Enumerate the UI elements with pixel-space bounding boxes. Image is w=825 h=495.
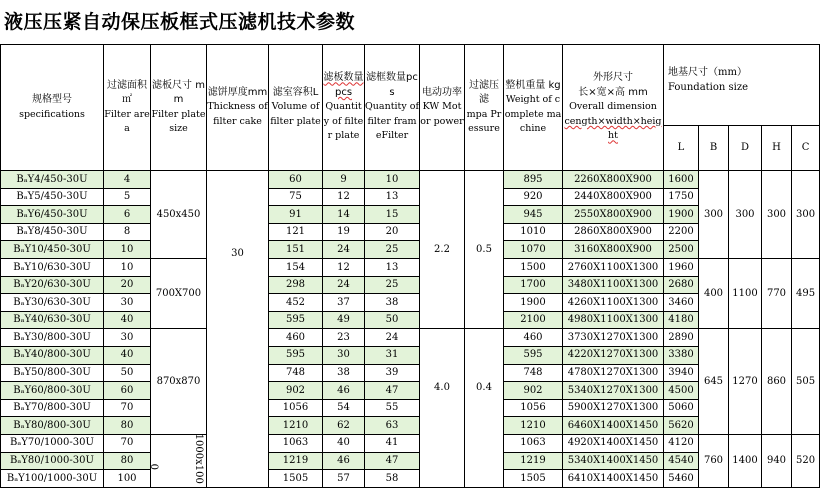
plate-size-cell: 700X700 (151, 258, 207, 328)
overall-dimension-cell: 3480X1100X1300 (563, 276, 664, 294)
table-row (1, 417, 820, 435)
volume-cell: 460 (269, 329, 323, 347)
header-weight: 整机重量 kg Weight of complete machine (504, 45, 563, 171)
model-cell: BₐY80/800-30U (1, 417, 104, 435)
header-foundation-H: H (762, 126, 792, 171)
model-cell: BₐY20/630-30U (1, 276, 104, 294)
foundation-C-cell: 505 (792, 329, 820, 435)
foundation-C-cell: 520 (792, 434, 820, 487)
header-foundation-L: L (664, 126, 699, 171)
weight-cell: 460 (504, 329, 563, 347)
frame-quantity-cell: 38 (365, 294, 420, 312)
table-row (1, 171, 820, 189)
overall-dimension-cell: 4780X1270X1300 (563, 364, 664, 382)
table-row (1, 364, 820, 382)
plate-quantity-cell: 30 (323, 346, 365, 364)
plate-quantity-cell: 46 (323, 382, 365, 400)
frame-quantity-cell: 58 (365, 470, 420, 488)
table-row (1, 329, 820, 347)
header-foundation-size: 地基尺寸（mm） Foundation size (664, 45, 820, 126)
header-plate-quantity: 滤板数量pcs Quantity of filter plate (323, 45, 365, 171)
volume-cell: 1505 (269, 470, 323, 488)
plate-quantity-cell: 54 (323, 399, 365, 417)
plate-quantity-cell: 38 (323, 364, 365, 382)
header-frame-quantity: 滤框数量pcs Quantity of filter frameFilter (365, 45, 420, 171)
table-row (1, 206, 820, 224)
foundation-H-cell: 940 (762, 434, 792, 487)
filter-area-cell: 40 (104, 346, 151, 364)
header-model: 规格型号 specifications (1, 45, 104, 171)
weight-cell: 1210 (504, 417, 563, 435)
header-foundation-D: D (729, 126, 762, 171)
overall-dimension-cell: 4220X1270X1300 (563, 346, 664, 364)
foundation-D-cell: 1100 (729, 258, 762, 328)
foundation-B-cell: 300 (699, 171, 729, 259)
plate-quantity-cell: 12 (323, 258, 365, 276)
overall-dimension-cell: 4920X1400X1450 (563, 434, 664, 452)
overall-dimension-cell: 5900X1270X1300 (563, 399, 664, 417)
page-title: 液压压紧自动保压板框式压滤机技术参数 (4, 11, 356, 33)
model-cell: BₐY4/450-30U (1, 171, 104, 189)
volume-cell: 121 (269, 223, 323, 241)
overall-dimension-cell: 6410X1400X1450 (563, 470, 664, 488)
filter-area-cell: 5 (104, 188, 151, 206)
foundation-B-cell: 645 (699, 329, 729, 435)
motor-power-cell: 4.0 (420, 329, 465, 487)
weight-cell: 1063 (504, 434, 563, 452)
volume-cell: 151 (269, 241, 323, 259)
header-overall-dimension: 外形尺寸 长×宽×高 mm Overall dimension cength×width×height (563, 45, 664, 171)
plate-quantity-cell: 57 (323, 470, 365, 488)
pressure-cell: 0.4 (465, 329, 504, 487)
model-cell: BₐY100/1000-30U (1, 470, 104, 488)
overall-dimension-cell: 2440X800X900 (563, 188, 664, 206)
plate-quantity-cell: 40 (323, 434, 365, 452)
weight-cell: 1900 (504, 294, 563, 312)
filter-area-cell: 20 (104, 276, 151, 294)
filter-area-cell: 4 (104, 171, 151, 189)
model-cell: BₐY70/1000-30U (1, 434, 104, 452)
table-row (1, 346, 820, 364)
header-motor-power: 电动功率 KW Motor power (420, 45, 465, 171)
frame-quantity-cell: 39 (365, 364, 420, 382)
overall-dimension-cell: 5340X1270X1300 (563, 382, 664, 400)
weight-cell: 895 (504, 171, 563, 189)
overall-dimension-cell: 3160X800X900 (563, 241, 664, 259)
volume-cell: 1056 (269, 399, 323, 417)
plate-quantity-cell: 19 (323, 223, 365, 241)
foundation-L-cell: 5060 (664, 399, 699, 417)
frame-quantity-cell: 20 (365, 223, 420, 241)
frame-quantity-cell: 25 (365, 241, 420, 259)
header-area: 过滤面积㎡ Filter area (104, 45, 151, 171)
weight-cell: 1219 (504, 452, 563, 470)
weight-cell: 1500 (504, 258, 563, 276)
foundation-D-cell: 300 (729, 171, 762, 259)
plate-size-cell: 450x450 (151, 171, 207, 259)
plate-quantity-cell: 23 (323, 329, 365, 347)
foundation-H-cell: 300 (762, 171, 792, 259)
volume-cell: 1210 (269, 417, 323, 435)
model-cell: BₐY6/450-30U (1, 206, 104, 224)
model-cell: BₐY70/800-30U (1, 399, 104, 417)
plate-size-cell (147, 433, 207, 487)
volume-cell: 595 (269, 346, 323, 364)
overall-dimension-cell: 6460X1400X1450 (563, 417, 664, 435)
weight-cell: 1056 (504, 399, 563, 417)
filter-area-cell: 10 (104, 258, 151, 276)
foundation-D-cell: 1400 (729, 434, 762, 487)
table-row (1, 399, 820, 417)
foundation-L-cell: 4180 (664, 311, 699, 329)
filter-area-cell: 30 (104, 294, 151, 312)
model-cell: BₐY40/800-30U (1, 346, 104, 364)
foundation-L-cell: 4120 (664, 434, 699, 452)
weight-cell: 1070 (504, 241, 563, 259)
volume-cell: 452 (269, 294, 323, 312)
volume-cell: 298 (269, 276, 323, 294)
foundation-D-cell: 1270 (729, 329, 762, 435)
filter-area-cell: 100 (104, 470, 151, 488)
table-row (1, 294, 820, 312)
table-row (1, 382, 820, 400)
plate-size-vertical-label: 1000x100 (192, 433, 204, 484)
frame-quantity-cell: 47 (365, 452, 420, 470)
weight-cell: 920 (504, 188, 563, 206)
filter-area-cell: 80 (104, 452, 151, 470)
table-row (1, 258, 820, 276)
model-cell: BₐY60/800-30U (1, 382, 104, 400)
plate-quantity-cell: 24 (323, 241, 365, 259)
table-row (1, 241, 820, 259)
foundation-L-cell: 3460 (664, 294, 699, 312)
frame-quantity-cell: 15 (365, 206, 420, 224)
foundation-H-cell: 860 (762, 329, 792, 435)
frame-quantity-cell: 50 (365, 311, 420, 329)
foundation-L-cell: 2500 (664, 241, 699, 259)
header-foundation-B: B (699, 126, 729, 171)
table-row (1, 311, 820, 329)
filter-area-cell: 70 (104, 434, 151, 452)
foundation-L-cell: 4500 (664, 382, 699, 400)
frame-quantity-cell: 13 (365, 258, 420, 276)
table-row (1, 223, 820, 241)
plate-quantity-cell: 49 (323, 311, 365, 329)
volume-cell: 1219 (269, 452, 323, 470)
foundation-L-cell: 5620 (664, 417, 699, 435)
header-foundation-C: C (792, 126, 820, 171)
header-cake-thickness: 滤饼厚度mm Thickness of filter cake (207, 45, 269, 171)
table-row (1, 276, 820, 294)
filter-area-cell: 40 (104, 311, 151, 329)
model-cell: BₐY80/1000-30U (1, 452, 104, 470)
foundation-L-cell: 4540 (664, 452, 699, 470)
weight-cell: 1700 (504, 276, 563, 294)
cake-thickness-cell: 30 (207, 171, 269, 488)
spec-table (0, 44, 820, 488)
model-cell: BₐY8/450-30U (1, 223, 104, 241)
weight-cell: 748 (504, 364, 563, 382)
weight-cell: 2100 (504, 311, 563, 329)
header-volume: 滤室容积L Volume of filter plate (269, 45, 323, 171)
plate-size-cell: 870x870 (151, 329, 207, 435)
foundation-L-cell: 2200 (664, 223, 699, 241)
overall-dimension-cell: 2260X800X900 (563, 171, 664, 189)
plate-quantity-cell: 46 (323, 452, 365, 470)
foundation-L-cell: 2680 (664, 276, 699, 294)
header-pressure: 过滤压滤 mpa Pressure (465, 45, 504, 171)
filter-area-cell: 30 (104, 329, 151, 347)
foundation-L-cell: 5460 (664, 470, 699, 488)
filter-area-cell: 6 (104, 206, 151, 224)
table-row (1, 452, 820, 470)
foundation-L-cell: 1600 (664, 171, 699, 189)
weight-cell: 1505 (504, 470, 563, 488)
plate-quantity-cell: 62 (323, 417, 365, 435)
foundation-C-cell: 300 (792, 171, 820, 259)
foundation-B-cell: 400 (699, 258, 729, 328)
weight-cell: 902 (504, 382, 563, 400)
frame-quantity-cell: 55 (365, 399, 420, 417)
overall-dimension-cell: 5340X1400X1450 (563, 452, 664, 470)
plate-quantity-cell: 9 (323, 171, 365, 189)
frame-quantity-cell: 41 (365, 434, 420, 452)
foundation-B-cell: 760 (699, 434, 729, 487)
model-cell: BₐY30/630-30U (1, 294, 104, 312)
header-row (1, 45, 820, 126)
filter-area-cell: 50 (104, 364, 151, 382)
overall-dimension-cell: 3730X1270X1300 (563, 329, 664, 347)
filter-area-cell: 10 (104, 241, 151, 259)
foundation-C-cell: 495 (792, 258, 820, 328)
volume-cell: 60 (269, 171, 323, 189)
volume-cell: 154 (269, 258, 323, 276)
model-cell: BₐY5/450-30U (1, 188, 104, 206)
frame-quantity-cell: 24 (365, 329, 420, 347)
pressure-cell: 0.5 (465, 171, 504, 329)
plate-quantity-cell: 14 (323, 206, 365, 224)
filter-area-cell: 60 (104, 382, 151, 400)
header-plate-size: 滤板尺寸 mm Filter plate size (151, 45, 207, 171)
volume-cell: 75 (269, 188, 323, 206)
overall-dimension-cell: 2550X800X900 (563, 206, 664, 224)
filter-area-cell: 8 (104, 223, 151, 241)
model-cell: BₐY40/630-30U (1, 311, 104, 329)
overall-dimension-cell: 2860X800X900 (563, 223, 664, 241)
volume-cell: 595 (269, 311, 323, 329)
plate-quantity-cell: 37 (323, 294, 365, 312)
model-cell: BₐY10/450-30U (1, 241, 104, 259)
foundation-L-cell: 3940 (664, 364, 699, 382)
plate-quantity-cell: 24 (323, 276, 365, 294)
frame-quantity-cell: 31 (365, 346, 420, 364)
motor-power-cell: 2.2 (420, 171, 465, 329)
foundation-H-cell: 770 (762, 258, 792, 328)
filter-area-cell: 80 (104, 417, 151, 435)
volume-cell: 1063 (269, 434, 323, 452)
frame-quantity-cell: 47 (365, 382, 420, 400)
volume-cell: 748 (269, 364, 323, 382)
table-body (1, 45, 820, 488)
overall-dimension-cell: 2760X1100X1300 (563, 258, 664, 276)
foundation-L-cell: 1750 (664, 188, 699, 206)
model-cell: BₐY30/800-30U (1, 329, 104, 347)
foundation-L-cell: 1900 (664, 206, 699, 224)
foundation-L-cell: 2890 (664, 329, 699, 347)
table-row (1, 434, 820, 452)
plate-quantity-cell: 12 (323, 188, 365, 206)
frame-quantity-cell: 10 (365, 171, 420, 189)
filter-area-cell: 70 (104, 399, 151, 417)
model-cell: BₐY50/800-30U (1, 364, 104, 382)
frame-quantity-cell: 25 (365, 276, 420, 294)
plate-size-vertical-suffix: 0 (147, 463, 159, 470)
table-row (1, 470, 820, 488)
frame-quantity-cell: 63 (365, 417, 420, 435)
foundation-L-cell: 3380 (664, 346, 699, 364)
overall-dimension-cell: 4260X1100X1300 (563, 294, 664, 312)
frame-quantity-cell: 13 (365, 188, 420, 206)
volume-cell: 902 (269, 382, 323, 400)
weight-cell: 945 (504, 206, 563, 224)
volume-cell: 91 (269, 206, 323, 224)
model-cell: BₐY10/630-30U (1, 258, 104, 276)
weight-cell: 595 (504, 346, 563, 364)
foundation-L-cell: 1960 (664, 258, 699, 276)
overall-dimension-cell: 4980X1100X1300 (563, 311, 664, 329)
weight-cell: 1010 (504, 223, 563, 241)
table-row (1, 188, 820, 206)
